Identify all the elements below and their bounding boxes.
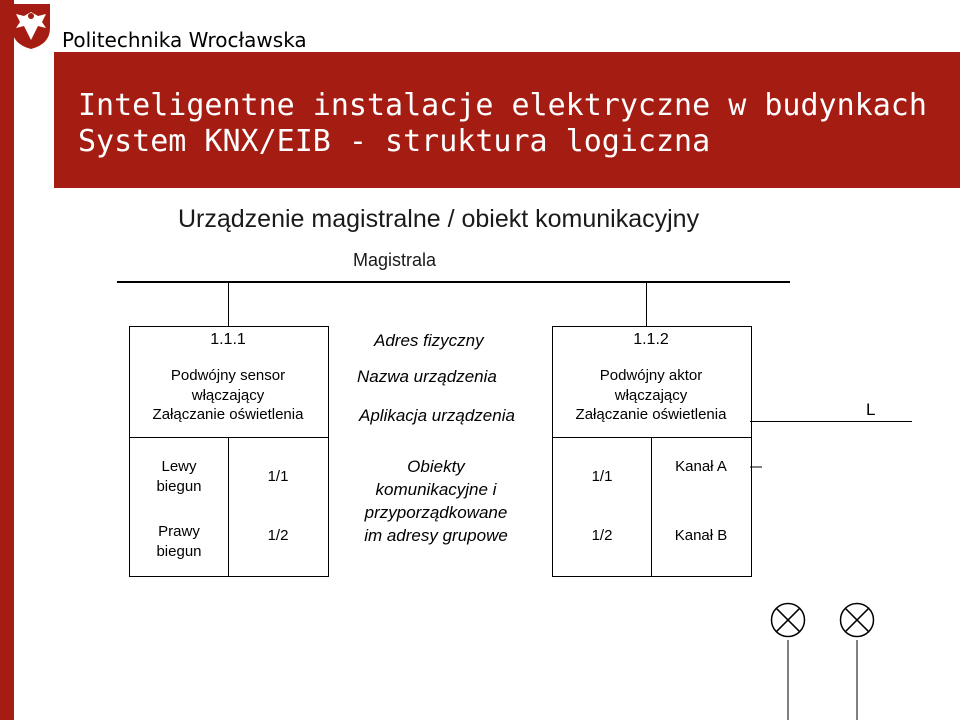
- left-device-name-line1: Podwójny sensor: [170, 367, 286, 384]
- left-channel-divider: [228, 437, 229, 576]
- left-device-name-line2: włączający: [191, 387, 265, 404]
- university-name: Politechnika Wrocławska: [62, 28, 307, 52]
- legend-objects-line2: komunikacyjne i: [375, 480, 497, 499]
- lamp-b-icon: [839, 602, 875, 638]
- diagram-subtitle: Urządzenie magistralne / obiekt komunikacyjny: [178, 205, 700, 233]
- left-channel2-line1: Prawy: [158, 523, 200, 540]
- lamp-a-icon: [770, 602, 806, 638]
- l-line: [750, 421, 912, 422]
- l-line-label: L: [866, 400, 876, 419]
- university-logo-icon: [8, 2, 54, 50]
- right-channel-b: Kanał B: [674, 527, 728, 544]
- right-device-name-line1: Podwójny aktor: [599, 367, 703, 384]
- bus-label: Magistrala: [353, 250, 437, 270]
- right-device-application: Załączanie oświetlenia: [575, 406, 727, 423]
- right-channel-a: Kanał A: [675, 458, 727, 475]
- left-channel2-line2: biegun: [156, 543, 202, 560]
- left-channel1-line1: Lewy: [161, 458, 197, 475]
- legend-device-name: Nazwa urządzenia: [357, 367, 497, 386]
- right-group-address-2: 1/2: [591, 527, 613, 544]
- legend-objects-line3: przyporządkowane: [364, 503, 508, 522]
- bus-line: [117, 281, 790, 283]
- left-group-address-2: 1/2: [267, 527, 289, 544]
- legend-objects-line4: im adresy grupowe: [364, 526, 508, 545]
- legend-device-application: Aplikacja urządzenia: [359, 406, 515, 425]
- legend-physical-address: Adres fizyczny: [374, 331, 484, 350]
- left-device-address: 1.1.1: [210, 331, 246, 348]
- left-bus-drop: [228, 282, 229, 327]
- left-accent-bar: [0, 0, 14, 720]
- slide-title-line2: System KNX/EIB - struktura logiczna: [78, 124, 711, 159]
- right-bus-drop: [646, 282, 647, 327]
- right-device-name-line2: włączający: [614, 387, 688, 404]
- left-device-application: Załączanie oświetlenia: [152, 406, 304, 423]
- slide-title-line1: Inteligentne instalacje elektryczne w budynkach: [78, 88, 927, 123]
- right-device-address: 1.1.2: [633, 331, 669, 348]
- title-banner: [54, 52, 960, 188]
- left-channel1-line2: biegun: [156, 478, 202, 495]
- right-group-address-1: 1/1: [591, 468, 613, 485]
- legend-objects-line1: Obiekty: [407, 457, 465, 476]
- left-group-address-1: 1/1: [267, 468, 289, 485]
